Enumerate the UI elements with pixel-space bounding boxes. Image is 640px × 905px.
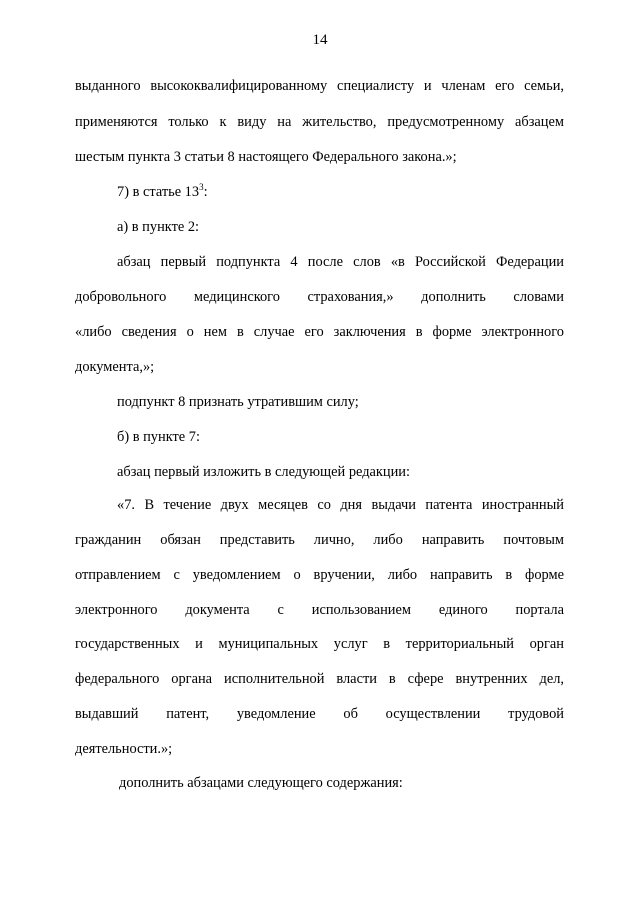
text-line: а) в пункте 2:: [117, 219, 200, 235]
text-segment: 7) в статье 13: [117, 184, 200, 200]
text-line: «7. В течение двух месяцев со дня выдачи патента иностранный: [117, 497, 564, 513]
superscript: 3: [199, 182, 204, 192]
text-line: документа,»;: [75, 359, 155, 375]
text-segment: :: [203, 184, 208, 200]
text-line: электронного документа с использованием единого портала: [75, 602, 564, 618]
text-line: деятельности.»;: [75, 741, 173, 757]
page-number: 14: [312, 32, 328, 48]
text-line: б) в пункте 7:: [117, 429, 200, 445]
text-line: шестым пункта 3 статьи 8 настоящего Федерального закона.»;: [75, 149, 457, 165]
text-line: отправлением с уведомлением о вручении, либо направить в форме: [75, 567, 564, 583]
text-line: гражданин обязан представить лично, либо направить почтовым: [75, 532, 564, 548]
text-line: абзац первый изложить в следующей редакции:: [117, 464, 411, 480]
text-line: добровольного медицинского страхования,» дополнить словами: [75, 289, 564, 305]
text-line: применяются только к виду на жительство, предусмотренному абзацем: [75, 114, 564, 130]
text-line: [117, 183, 564, 201]
text-line: абзац первый подпункта 4 после слов «в Российской Федерации: [117, 254, 564, 270]
text-line: подпункт 8 признать утратившим силу;: [117, 394, 359, 410]
text-line: дополнить абзацами следующего содержания:: [119, 775, 403, 791]
text-line: государственных и муниципальных услуг в территориальный орган: [75, 636, 564, 652]
text-line: выданного высококвалифицированному специалисту и членам его семьи,: [75, 78, 564, 94]
text-line: федерального органа исполнительной власти в сфере внутренних дел,: [75, 671, 564, 687]
text-line: «либо сведения о нем в случае его заключения в форме электронного: [75, 324, 564, 340]
text-line: выдавший патент, уведомление об осуществлении трудовой: [75, 706, 564, 722]
